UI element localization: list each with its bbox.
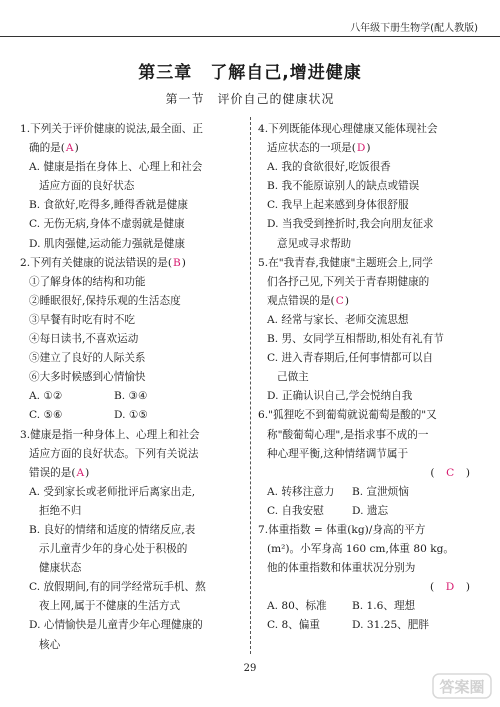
question-stem-line: (m²)。小军身高 160 cm,体重 80 kg。 [267, 543, 455, 556]
option-item [20, 235, 242, 254]
option-text: 拒绝不归 [39, 504, 82, 517]
option-row [258, 616, 480, 635]
answer-letter: D [356, 142, 366, 155]
option-item [20, 349, 242, 368]
option-item [258, 349, 480, 387]
option-item [258, 330, 480, 349]
option-text: ⑥大多时候感到心情愉快 [29, 371, 146, 384]
option-text: D. 31.25、肥胖 [352, 619, 429, 632]
option-text: C. ⑤⑥ [29, 409, 63, 422]
question-stem-line: 观点错误的是(C) [267, 294, 349, 307]
option-text: C. 放假期间,有的同学经常玩手机、熬 [29, 581, 206, 594]
answer-letter: D [445, 581, 455, 594]
header-rule [0, 36, 500, 37]
question-block [20, 254, 242, 426]
question-stem-line: 确的是(A) [29, 142, 79, 155]
option-item [20, 196, 242, 215]
option-text: 核心 [39, 638, 61, 651]
option-row [20, 406, 242, 425]
option-text: 健康状态 [39, 562, 82, 575]
option-text: D. 正确认识自己,学会悦纳自我 [267, 390, 413, 403]
option-text: B. 宣泄烦恼 [352, 485, 409, 498]
header-text: 八年级下册生物学(配人教版) [350, 23, 478, 34]
option-text: 适应方面的良好状态 [39, 180, 135, 193]
option-text: B. 食欲好,吃得多,睡得香就是健康 [29, 199, 188, 212]
page-number: 29 [243, 663, 257, 674]
question-stem-line: 4.下列既能体现心理健康又能体现社会 [258, 123, 438, 135]
option-text: D. 心情愉快是儿童青少年心理健康的 [29, 619, 203, 632]
option-text: B. 我不能原谅别人的缺点或错误 [267, 180, 420, 193]
column-divider [250, 117, 251, 654]
option-item [258, 158, 480, 177]
option-text: D. 遗忘 [352, 504, 389, 517]
question-stem-line: 种心理平衡,这种情绪调节属于 [267, 447, 409, 460]
option-text: A. 健康是指在身体上、心理上和社会 [29, 161, 203, 174]
answer-letter: C [335, 294, 344, 307]
option-text: 夜上网,属于不健康的生活方式 [39, 600, 181, 613]
option-item [258, 387, 480, 406]
svg-text:答案圈: 答案圈 [439, 678, 485, 696]
option-text: B. 1.6、理想 [352, 600, 416, 613]
option-text: A. ①② [29, 390, 63, 403]
answer-letter: B [172, 256, 181, 269]
question-block [258, 406, 480, 521]
option-text: D. 当我受到挫折时,我会向朋友征求 [267, 218, 434, 231]
question-block [20, 120, 242, 254]
question-stem-line: 6."狐狸吃不到葡萄就说葡萄是酸的"又 [258, 409, 437, 422]
option-text: C. 我早上起来感到身体很舒服 [267, 199, 409, 212]
answer-letter: A [76, 466, 85, 479]
left-column [20, 120, 242, 655]
option-text: D. 肌肉强健,运动能力强就是健康 [29, 237, 185, 250]
option-item [258, 196, 480, 215]
option-item [20, 521, 242, 578]
option-item [20, 578, 242, 616]
question-block [258, 521, 480, 636]
question-stem-line: 们各抒己见,下列关于青春期健康的 [267, 275, 430, 288]
option-item [20, 616, 242, 654]
question-stem-line: 5.在"我青春,我健康"主题班会上,同学 [258, 256, 433, 269]
option-text: B. 良好的情绪和适度的情绪反应,表 [29, 523, 196, 536]
option-row [258, 597, 480, 616]
option-text: ⑤建立了良好的人际关系 [29, 352, 146, 365]
question-stem-line: 适应方面的良好状态。下列有关说法 [29, 447, 199, 460]
question-stem-line: 适应状态的一项是(D) [267, 142, 371, 155]
option-text: A. 转移注意力 [267, 485, 335, 498]
option-row [258, 502, 480, 521]
option-item [258, 177, 480, 196]
option-text: B. ③④ [114, 390, 148, 403]
option-item [258, 215, 480, 253]
section-title: 第一节 评价自己的健康状况 [165, 92, 335, 106]
question-stem-line: 1.下列关于评价健康的说法,最全面、正 [20, 123, 203, 135]
option-text: ④每日读书,不喜欢运动 [29, 333, 139, 346]
question-stem-line: 错误的是(A) [29, 466, 90, 479]
question-stem-line: 称"酸葡萄心理",是指求事不成的一 [267, 428, 429, 441]
option-item [20, 483, 242, 521]
option-text: ①了解身体的结构和功能 [29, 275, 146, 288]
question-block [258, 254, 480, 407]
watermark-logo [432, 670, 492, 702]
right-column [258, 120, 480, 636]
option-text: 己做主 [277, 371, 309, 384]
option-row [258, 483, 480, 502]
answer-bracket: ( D ) [430, 581, 470, 594]
question-stem-line: 3.健康是指一种身体上、心理上和社会 [20, 428, 200, 441]
option-text: A. 80、标准 [267, 600, 327, 613]
option-row [20, 387, 242, 406]
option-item [258, 311, 480, 330]
option-text: ②睡眠很好,保持乐观的生活态度 [29, 294, 181, 307]
question-block [258, 120, 480, 254]
chapter-title: 第三章 了解自己,增进健康 [138, 63, 362, 83]
option-item [20, 330, 242, 349]
option-text: C. 无伤无病,身体不虚弱就是健康 [29, 218, 185, 231]
option-item [20, 273, 242, 292]
answer-letter: C [446, 466, 455, 479]
option-text: A. 受到家长或老师批评后离家出走, [29, 485, 196, 498]
option-item [20, 215, 242, 234]
option-text: C. 8、偏重 [267, 619, 320, 632]
option-text: C. 进入青春期后,任何事情都可以自 [267, 352, 434, 365]
option-text: 示儿童青少年的身心处于积极的 [39, 543, 188, 556]
option-item [20, 158, 242, 196]
question-stem-line: 他的体重指数和体重状况分别为 [267, 562, 416, 575]
option-text: B. 男、女同学互相帮助,相处有礼有节 [267, 333, 444, 346]
option-text: C. 自我安慰 [267, 504, 324, 517]
answer-bracket: ( C ) [430, 466, 470, 479]
option-item [20, 292, 242, 311]
answer-letter: A [65, 142, 74, 155]
option-text: D. ①⑤ [114, 409, 148, 422]
option-text: 意见或寻求帮助 [277, 237, 352, 250]
option-item [20, 368, 242, 387]
question-stem-line: 7.体重指数 = 体重(kg)/身高的平方 [258, 523, 426, 536]
question-stem-line: 2.下列有关健康的说法错误的是(B) [20, 256, 186, 269]
option-item [20, 311, 242, 330]
option-text: ③早餐有时吃有时不吃 [29, 313, 135, 326]
option-text: A. 我的食欲很好,吃饭很香 [267, 161, 391, 174]
question-block [20, 426, 242, 655]
option-text: A. 经常与家长、老师交流思想 [267, 313, 409, 326]
